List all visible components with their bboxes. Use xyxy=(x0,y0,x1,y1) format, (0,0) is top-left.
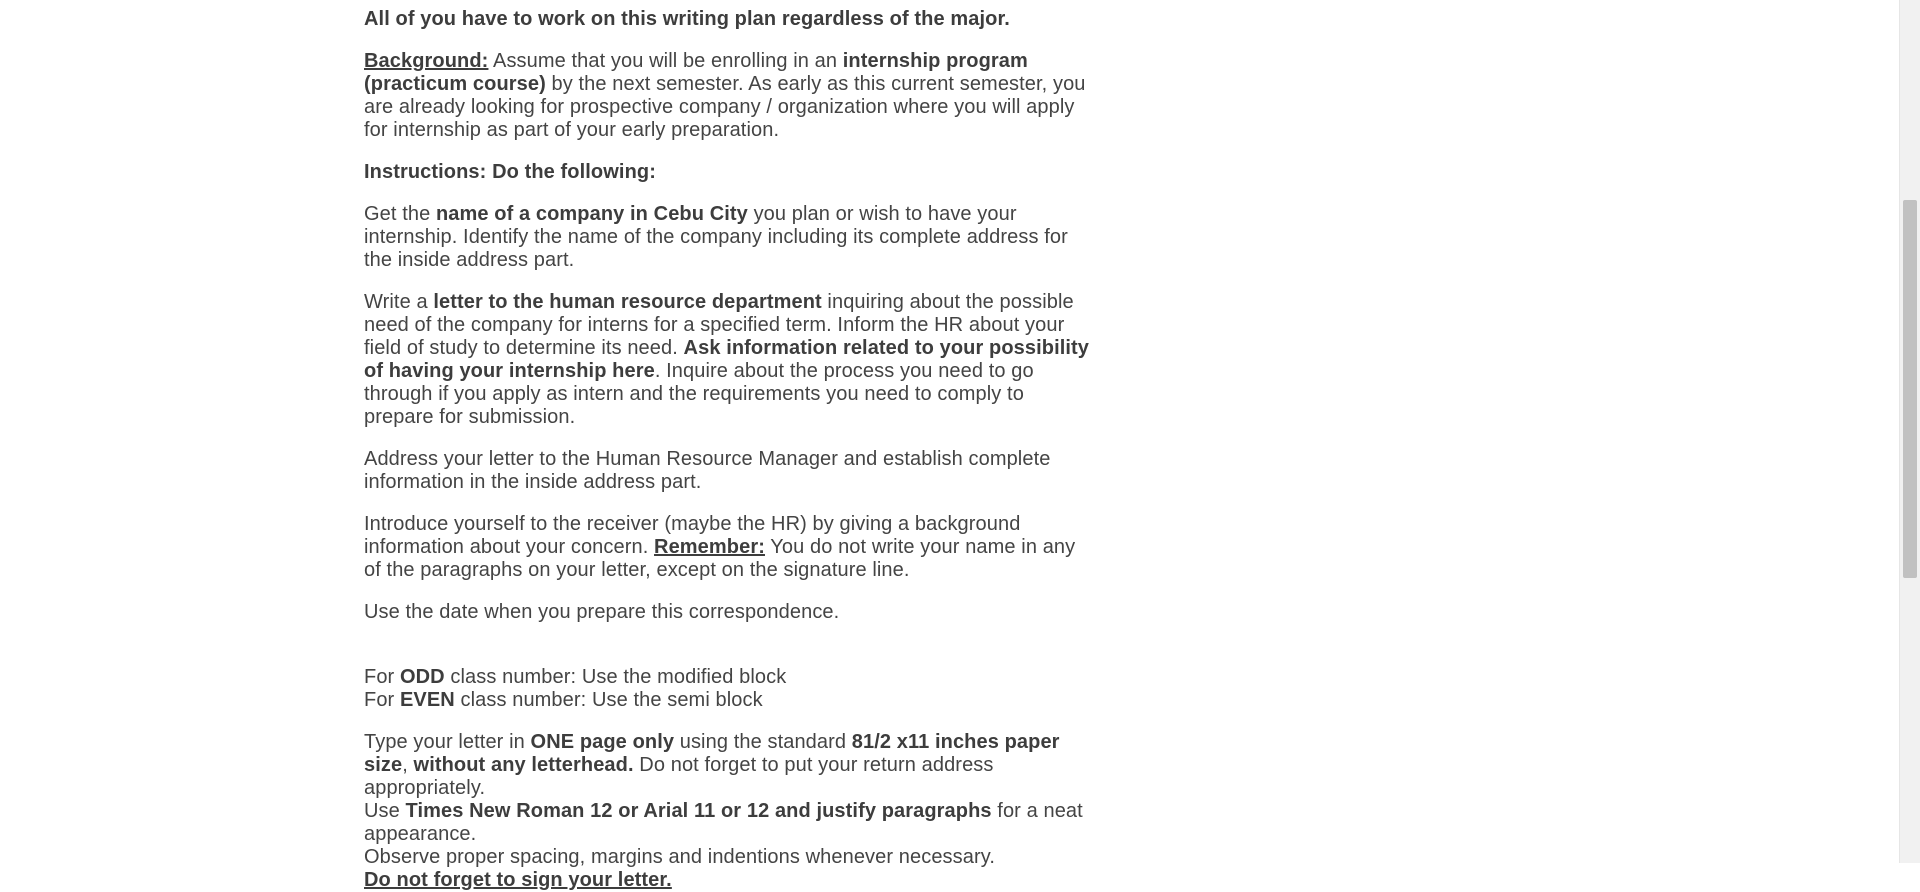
assignment-instructions xyxy=(364,8,1094,892)
sign-rule: Do not forget to sign your letter. xyxy=(364,869,672,891)
format-odd: For ODD class number: Use the modified block xyxy=(364,666,787,688)
step-address-letter: Address your letter to the Human Resource Manager and establish complete information in the inside address part. xyxy=(364,448,1051,493)
format-even: For EVEN class number: Use the semi block xyxy=(364,689,763,711)
intro-line: All of you have to work on this writing plan regardless of the major. xyxy=(364,8,1010,30)
step-write-letter: Write a letter to the human resource department inquiring about the possible need of the company for interns for a specified term. Inform the HR about your field of study to determine its need. Ask information related to your possibility of having your internship here. Inquire about the process you need to go through if you apply as intern and the requirements you need to comply to prepare for submission. xyxy=(364,291,1090,428)
background-label: Background: xyxy=(364,50,489,72)
step-date: Use the date when you prepare this correspondence. xyxy=(364,601,840,623)
typing-rule: Type your letter in ONE page only using the standard 81/2 x11 inches paper size, without any letterhead. Do not forget to put your return address appropriately. xyxy=(364,731,1060,799)
step-company-name: Get the name of a company in Cebu City you plan or wish to have your internship. Identify the name of the company including its complete address for the inside address part. xyxy=(364,203,1068,271)
step-introduce-yourself: Introduce yourself to the receiver (maybe the HR) by giving a background information about your concern. Remember: You do not write your name in any of the paragraphs on your letter, except on the signature line. xyxy=(364,513,1076,581)
background-paragraph: Background: Assume that you will be enrolling in an internship program (practicum course) by the next semester. As early as this current semester, you are already looking for prospective company / organization where you will apply for internship as part of your early preparation. xyxy=(364,50,1086,141)
instructions-heading: Instructions: Do the following: xyxy=(364,161,656,183)
scrollbar-thumb[interactable] xyxy=(1903,200,1917,578)
remember-label: Remember: xyxy=(654,536,765,558)
spacing-rule: Observe proper spacing, margins and indentions whenever necessary. xyxy=(364,846,996,868)
vertical-scrollbar[interactable] xyxy=(1899,0,1920,863)
font-rule: Use Times New Roman 12 or Arial 11 or 12 and justify paragraphs for a neat appearance. xyxy=(364,800,1083,845)
